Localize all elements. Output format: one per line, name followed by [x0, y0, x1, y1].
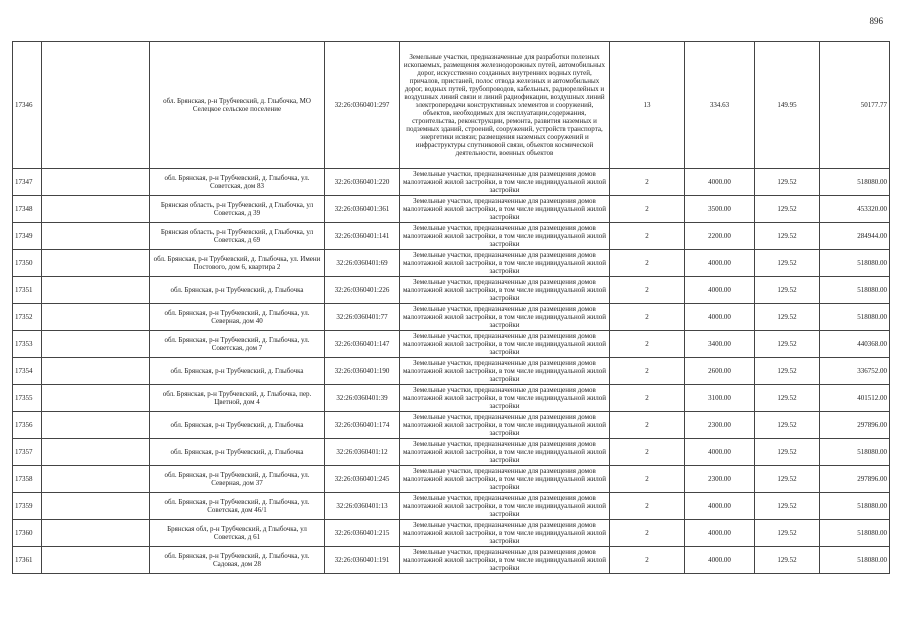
page-number: 896 [869, 16, 883, 26]
cell-permitted-use: Земельные участки, предназначенные для размещения домов малоэтажной жилой застройки, в том числе индивидуальной жилой застройки [400, 196, 610, 223]
cell-permitted-use: Земельные участки, предназначенные для размещения домов малоэтажной жилой застройки, в том числе индивидуальной жилой застройки [400, 439, 610, 466]
cell-number: 17353 [13, 331, 42, 358]
cell-cadastral-number: 32:26:0360401:69 [325, 250, 400, 277]
cell-cadastral-value: 518080.00 [820, 493, 890, 520]
cell-permitted-use: Земельные участки, предназначенные для размещения домов малоэтажной жилой застройки, в том числе индивидуальной жилой застройки [400, 331, 610, 358]
cell-blank [42, 493, 150, 520]
cell-cadastral-value: 297896.00 [820, 412, 890, 439]
cell-cadastral-number: 32:26:0360401:147 [325, 331, 400, 358]
cell-use-group: 2 [610, 385, 685, 412]
cell-cadastral-value: 440368.00 [820, 331, 890, 358]
cell-specific-value: 129.52 [755, 331, 820, 358]
cell-cadastral-value: 518080.00 [820, 520, 890, 547]
cell-number: 17346 [13, 42, 42, 169]
cell-cadastral-number: 32:26:0360401:361 [325, 196, 400, 223]
cell-number: 17360 [13, 520, 42, 547]
cell-address: обл. Брянская, р-н Трубчевский, д. Глыбочка, ул. Садовая, дом 28 [150, 547, 325, 574]
cell-use-group: 2 [610, 520, 685, 547]
cell-specific-value: 129.52 [755, 493, 820, 520]
cell-specific-value: 129.52 [755, 466, 820, 493]
cell-address: обл. Брянская, р-н Трубчевский, д. Глыбочка [150, 358, 325, 385]
cell-blank [42, 277, 150, 304]
cell-number: 17349 [13, 223, 42, 250]
cell-blank [42, 250, 150, 277]
cell-specific-value: 129.52 [755, 412, 820, 439]
cell-cadastral-number: 32:26:0360401:39 [325, 385, 400, 412]
cell-address: обл. Брянская, р-н Трубчевский, д. Глыбочка, ул. Северная, дом 37 [150, 466, 325, 493]
cell-specific-value: 129.52 [755, 358, 820, 385]
cell-cadastral-number: 32:26:0360401:245 [325, 466, 400, 493]
cell-area: 4000.00 [685, 493, 755, 520]
cell-permitted-use: Земельные участки, предназначенные для размещения домов малоэтажной жилой застройки, в том числе индивидуальной жилой застройки [400, 466, 610, 493]
cell-number: 17359 [13, 493, 42, 520]
cell-cadastral-value: 336752.00 [820, 358, 890, 385]
cell-specific-value: 149.95 [755, 42, 820, 169]
cell-number: 17357 [13, 439, 42, 466]
cell-use-group: 2 [610, 250, 685, 277]
table-row [13, 196, 890, 223]
cell-number: 17358 [13, 466, 42, 493]
cell-address: Брянская область, р-н Трубчевский, д Глыбочка, ул Советская, д 69 [150, 223, 325, 250]
cell-permitted-use: Земельные участки, предназначенные для размещения домов малоэтажной жилой застройки, в том числе индивидуальной жилой застройки [400, 493, 610, 520]
cell-area: 3100.00 [685, 385, 755, 412]
cell-cadastral-number: 32:26:0360401:141 [325, 223, 400, 250]
cell-specific-value: 129.52 [755, 223, 820, 250]
cell-cadastral-number: 32:26:0360401:226 [325, 277, 400, 304]
table-row [13, 250, 890, 277]
cell-address: обл. Брянская, р-н Трубчевский, д. Глыбочка, МО Селецкое сельское поселение [150, 42, 325, 169]
cell-address: обл. Брянская, р-н Трубчевский, д. Глыбочка [150, 439, 325, 466]
cell-cadastral-value: 453320.00 [820, 196, 890, 223]
cell-cadastral-value: 518080.00 [820, 169, 890, 196]
cell-cadastral-number: 32:26:0360401:13 [325, 493, 400, 520]
cell-specific-value: 129.52 [755, 169, 820, 196]
cell-area: 4000.00 [685, 520, 755, 547]
table-row [13, 358, 890, 385]
cell-cadastral-number: 32:26:0360401:220 [325, 169, 400, 196]
cell-cadastral-number: 32:26:0360401:190 [325, 358, 400, 385]
cell-cadastral-value: 518080.00 [820, 439, 890, 466]
cell-address: обл. Брянская, р-н Трубчевский, д. Глыбочка, ул. Советская, дом 46/1 [150, 493, 325, 520]
cell-cadastral-number: 32:26:0360401:12 [325, 439, 400, 466]
cell-cadastral-value: 401512.00 [820, 385, 890, 412]
cell-blank [42, 385, 150, 412]
cell-area: 4000.00 [685, 439, 755, 466]
cell-specific-value: 129.52 [755, 520, 820, 547]
cell-blank [42, 331, 150, 358]
table-row [13, 493, 890, 520]
cell-specific-value: 129.52 [755, 304, 820, 331]
cell-specific-value: 129.52 [755, 277, 820, 304]
cell-cadastral-value: 297896.00 [820, 466, 890, 493]
table-row [13, 412, 890, 439]
cell-specific-value: 129.52 [755, 385, 820, 412]
cell-number: 17356 [13, 412, 42, 439]
cell-blank [42, 439, 150, 466]
cell-number: 17350 [13, 250, 42, 277]
cell-cadastral-value: 518080.00 [820, 304, 890, 331]
cell-use-group: 2 [610, 439, 685, 466]
cell-area: 2300.00 [685, 466, 755, 493]
cell-use-group: 2 [610, 358, 685, 385]
table-row [13, 304, 890, 331]
cell-blank [42, 547, 150, 574]
cell-area: 3500.00 [685, 196, 755, 223]
cell-permitted-use: Земельные участки, предназначенные для размещения домов малоэтажной жилой застройки, в том числе индивидуальной жилой застройки [400, 520, 610, 547]
cell-use-group: 2 [610, 412, 685, 439]
cell-area: 2300.00 [685, 412, 755, 439]
table-row [13, 466, 890, 493]
cell-cadastral-value: 518080.00 [820, 250, 890, 277]
cell-use-group: 2 [610, 196, 685, 223]
cell-cadastral-number: 32:26:0360401:174 [325, 412, 400, 439]
cell-number: 17348 [13, 196, 42, 223]
cell-specific-value: 129.52 [755, 547, 820, 574]
cell-address: обл. Брянская, р-н Трубчевский, д. Глыбочка [150, 412, 325, 439]
cell-use-group: 2 [610, 304, 685, 331]
cell-blank [42, 520, 150, 547]
cell-address: обл. Брянская, р-н Трубчевский, д. Глыбочка, ул. Советская, дом 7 [150, 331, 325, 358]
cell-blank [42, 223, 150, 250]
cell-use-group: 2 [610, 169, 685, 196]
cell-address: обл. Брянская, р-н Трубчевский, д. Глыбочка [150, 277, 325, 304]
cell-number: 17347 [13, 169, 42, 196]
cell-blank [42, 358, 150, 385]
cell-use-group: 2 [610, 466, 685, 493]
cell-address: Брянская область, р-н Трубчевский, д Глыбочка, ул Советская, д 39 [150, 196, 325, 223]
table-row [13, 223, 890, 250]
cell-use-group: 13 [610, 42, 685, 169]
cell-permitted-use: Земельные участки, предназначенные для размещения домов малоэтажной жилой застройки, в том числе индивидуальной жилой застройки [400, 385, 610, 412]
cell-blank [42, 169, 150, 196]
table-body [13, 42, 890, 574]
cell-specific-value: 129.52 [755, 196, 820, 223]
cell-address: обл. Брянская, р-н Трубчевский, д. Глыбочка, ул. Северная, дом 40 [150, 304, 325, 331]
cell-area: 2600.00 [685, 358, 755, 385]
cell-permitted-use: Земельные участки, предназначенные для размещения домов малоэтажной жилой застройки, в том числе индивидуальной жилой застройки [400, 547, 610, 574]
cell-cadastral-number: 32:26:0360401:215 [325, 520, 400, 547]
table-row [13, 42, 890, 169]
cell-area: 2200.00 [685, 223, 755, 250]
cell-area: 334.63 [685, 42, 755, 169]
cadastral-value-table [12, 41, 890, 574]
cell-cadastral-value: 518080.00 [820, 547, 890, 574]
cell-area: 4000.00 [685, 304, 755, 331]
cell-cadastral-number: 32:26:0360401:191 [325, 547, 400, 574]
cell-cadastral-number: 32:26:0360401:297 [325, 42, 400, 169]
cell-permitted-use: Земельные участки, предназначенные для размещения домов малоэтажной жилой застройки, в том числе индивидуальной жилой застройки [400, 412, 610, 439]
cell-address: обл. Брянская, р-н Трубчевский, д. Глыбочка, ул. Советская, дом 83 [150, 169, 325, 196]
cell-area: 4000.00 [685, 250, 755, 277]
cell-specific-value: 129.52 [755, 250, 820, 277]
cell-number: 17354 [13, 358, 42, 385]
cell-permitted-use: Земельные участки, предназначенные для размещения домов малоэтажной жилой застройки, в том числе индивидуальной жилой застройки [400, 277, 610, 304]
cell-use-group: 2 [610, 493, 685, 520]
cell-use-group: 2 [610, 331, 685, 358]
cell-use-group: 2 [610, 277, 685, 304]
cell-number: 17351 [13, 277, 42, 304]
cell-permitted-use: Земельные участки, предназначенные для размещения домов малоэтажной жилой застройки, в том числе индивидуальной жилой застройки [400, 223, 610, 250]
cell-area: 4000.00 [685, 277, 755, 304]
cell-address: Брянская обл, р-н Трубчевский, д Глыбочка, ул Советская, д 61 [150, 520, 325, 547]
cell-blank [42, 466, 150, 493]
cell-use-group: 2 [610, 547, 685, 574]
cell-use-group: 2 [610, 223, 685, 250]
cell-area: 4000.00 [685, 169, 755, 196]
cell-cadastral-value: 518080.00 [820, 277, 890, 304]
table-row [13, 277, 890, 304]
cell-address: обл. Брянская, р-н Трубчевский, д. Глыбочка, ул. Имени Постового, дом 6, квартира 2 [150, 250, 325, 277]
cell-specific-value: 129.52 [755, 439, 820, 466]
cell-permitted-use: Земельные участки, предназначенные для размещения домов малоэтажной жилой застройки, в том числе индивидуальной жилой застройки [400, 358, 610, 385]
cell-blank [42, 196, 150, 223]
cell-permitted-use: Земельные участки, предназначенные для размещения домов малоэтажной жилой застройки, в том числе индивидуальной жилой застройки [400, 304, 610, 331]
table-row [13, 547, 890, 574]
cell-address: обл. Брянская, р-н Трубчевский, д. Глыбочка, пер. Цветной, дом 4 [150, 385, 325, 412]
cell-permitted-use: Земельные участки, предназначенные для размещения домов малоэтажной жилой застройки, в том числе индивидуальной жилой застройки [400, 250, 610, 277]
cell-cadastral-value: 284944.00 [820, 223, 890, 250]
cell-permitted-use: Земельные участки, предназначенные для размещения домов малоэтажной жилой застройки, в том числе индивидуальной жилой застройки [400, 169, 610, 196]
cell-number: 17361 [13, 547, 42, 574]
table-row [13, 331, 890, 358]
cell-blank [42, 412, 150, 439]
cell-cadastral-number: 32:26:0360401:77 [325, 304, 400, 331]
cell-cadastral-value: 50177.77 [820, 42, 890, 169]
table-row [13, 439, 890, 466]
table-row [13, 169, 890, 196]
table-row [13, 385, 890, 412]
cell-permitted-use: Земельные участки, предназначенные для разработки полезных ископаемых, размещения железнодорожных путей, автомобильных дорог, искусственно созданных внутренних водных путей, причалов, пристаней, полос отвода железных и автомобильных дорог, водных путей, трубопроводов, кабельных, радиорелейных и воздушных линий связи и линий радиофикации, воздушных линий электропередачи конструктивных элементов и сооружений, объектов, необходимых для эксплуатации,содержания, строительства, реконструкции, ремонта, развития наземных и подземных зданий, строений, сооружений, устройств транспорта, энергетики исвязи; размещения наземных сооружений и инфраструктуры спутниковой связи, объектов космической деятельности, военных объектов [400, 42, 610, 169]
cell-blank [42, 42, 150, 169]
cell-blank [42, 304, 150, 331]
cell-number: 17352 [13, 304, 42, 331]
cell-number: 17355 [13, 385, 42, 412]
cell-area: 3400.00 [685, 331, 755, 358]
table-row [13, 520, 890, 547]
cell-area: 4000.00 [685, 547, 755, 574]
